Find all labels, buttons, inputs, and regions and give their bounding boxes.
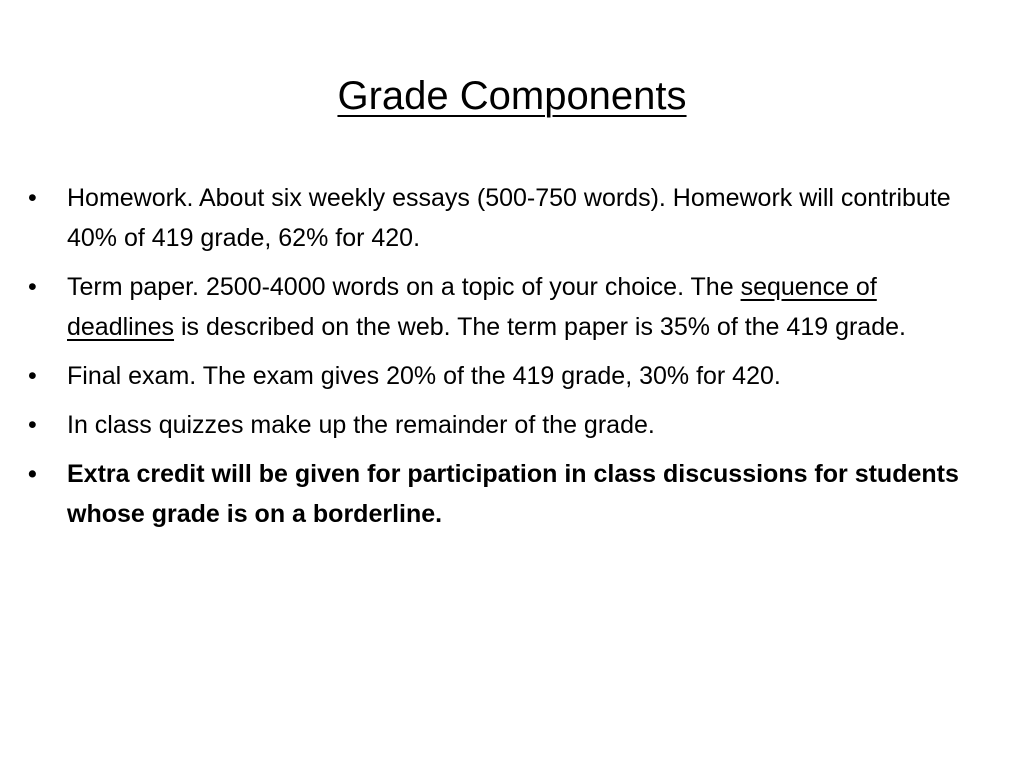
bullet-icon: • [28,460,37,488]
bullet-list [28,178,988,543]
slide-title-text: Grade Components [337,74,687,118]
bullet-icon: • [28,184,37,212]
list-item-text: Extra credit will be given for participation in class discussions for students whose grade is on a borderline. [67,460,959,528]
list-item-text: Final exam. The exam gives 20% of the 419 grade, 30% for 420. [67,362,781,390]
list-item-text: Homework. About six weekly essays (500-750 words). Homework will contribute 40% of 419 grade, 62% for 420. [67,184,951,252]
list-item-extra-credit [28,454,988,534]
list-item-homework [28,178,988,258]
bullet-icon: • [28,411,37,439]
list-item-text: In class quizzes make up the remainder of the grade. [67,411,655,439]
slide-title [0,70,1024,122]
list-item-text-after: is described on the web. The term paper is 35% of the 419 grade. [174,313,906,341]
bullet-icon: • [28,362,37,390]
list-item-final-exam [28,356,988,396]
bullet-icon: • [28,273,37,301]
list-item-quizzes [28,405,988,445]
list-item-term-paper [28,267,988,347]
sequence-of-deadlines-link[interactable]: sequence of deadlines [67,273,877,341]
list-item-text-before: Term paper. 2500-4000 words on a topic of your choice. The [67,273,741,301]
